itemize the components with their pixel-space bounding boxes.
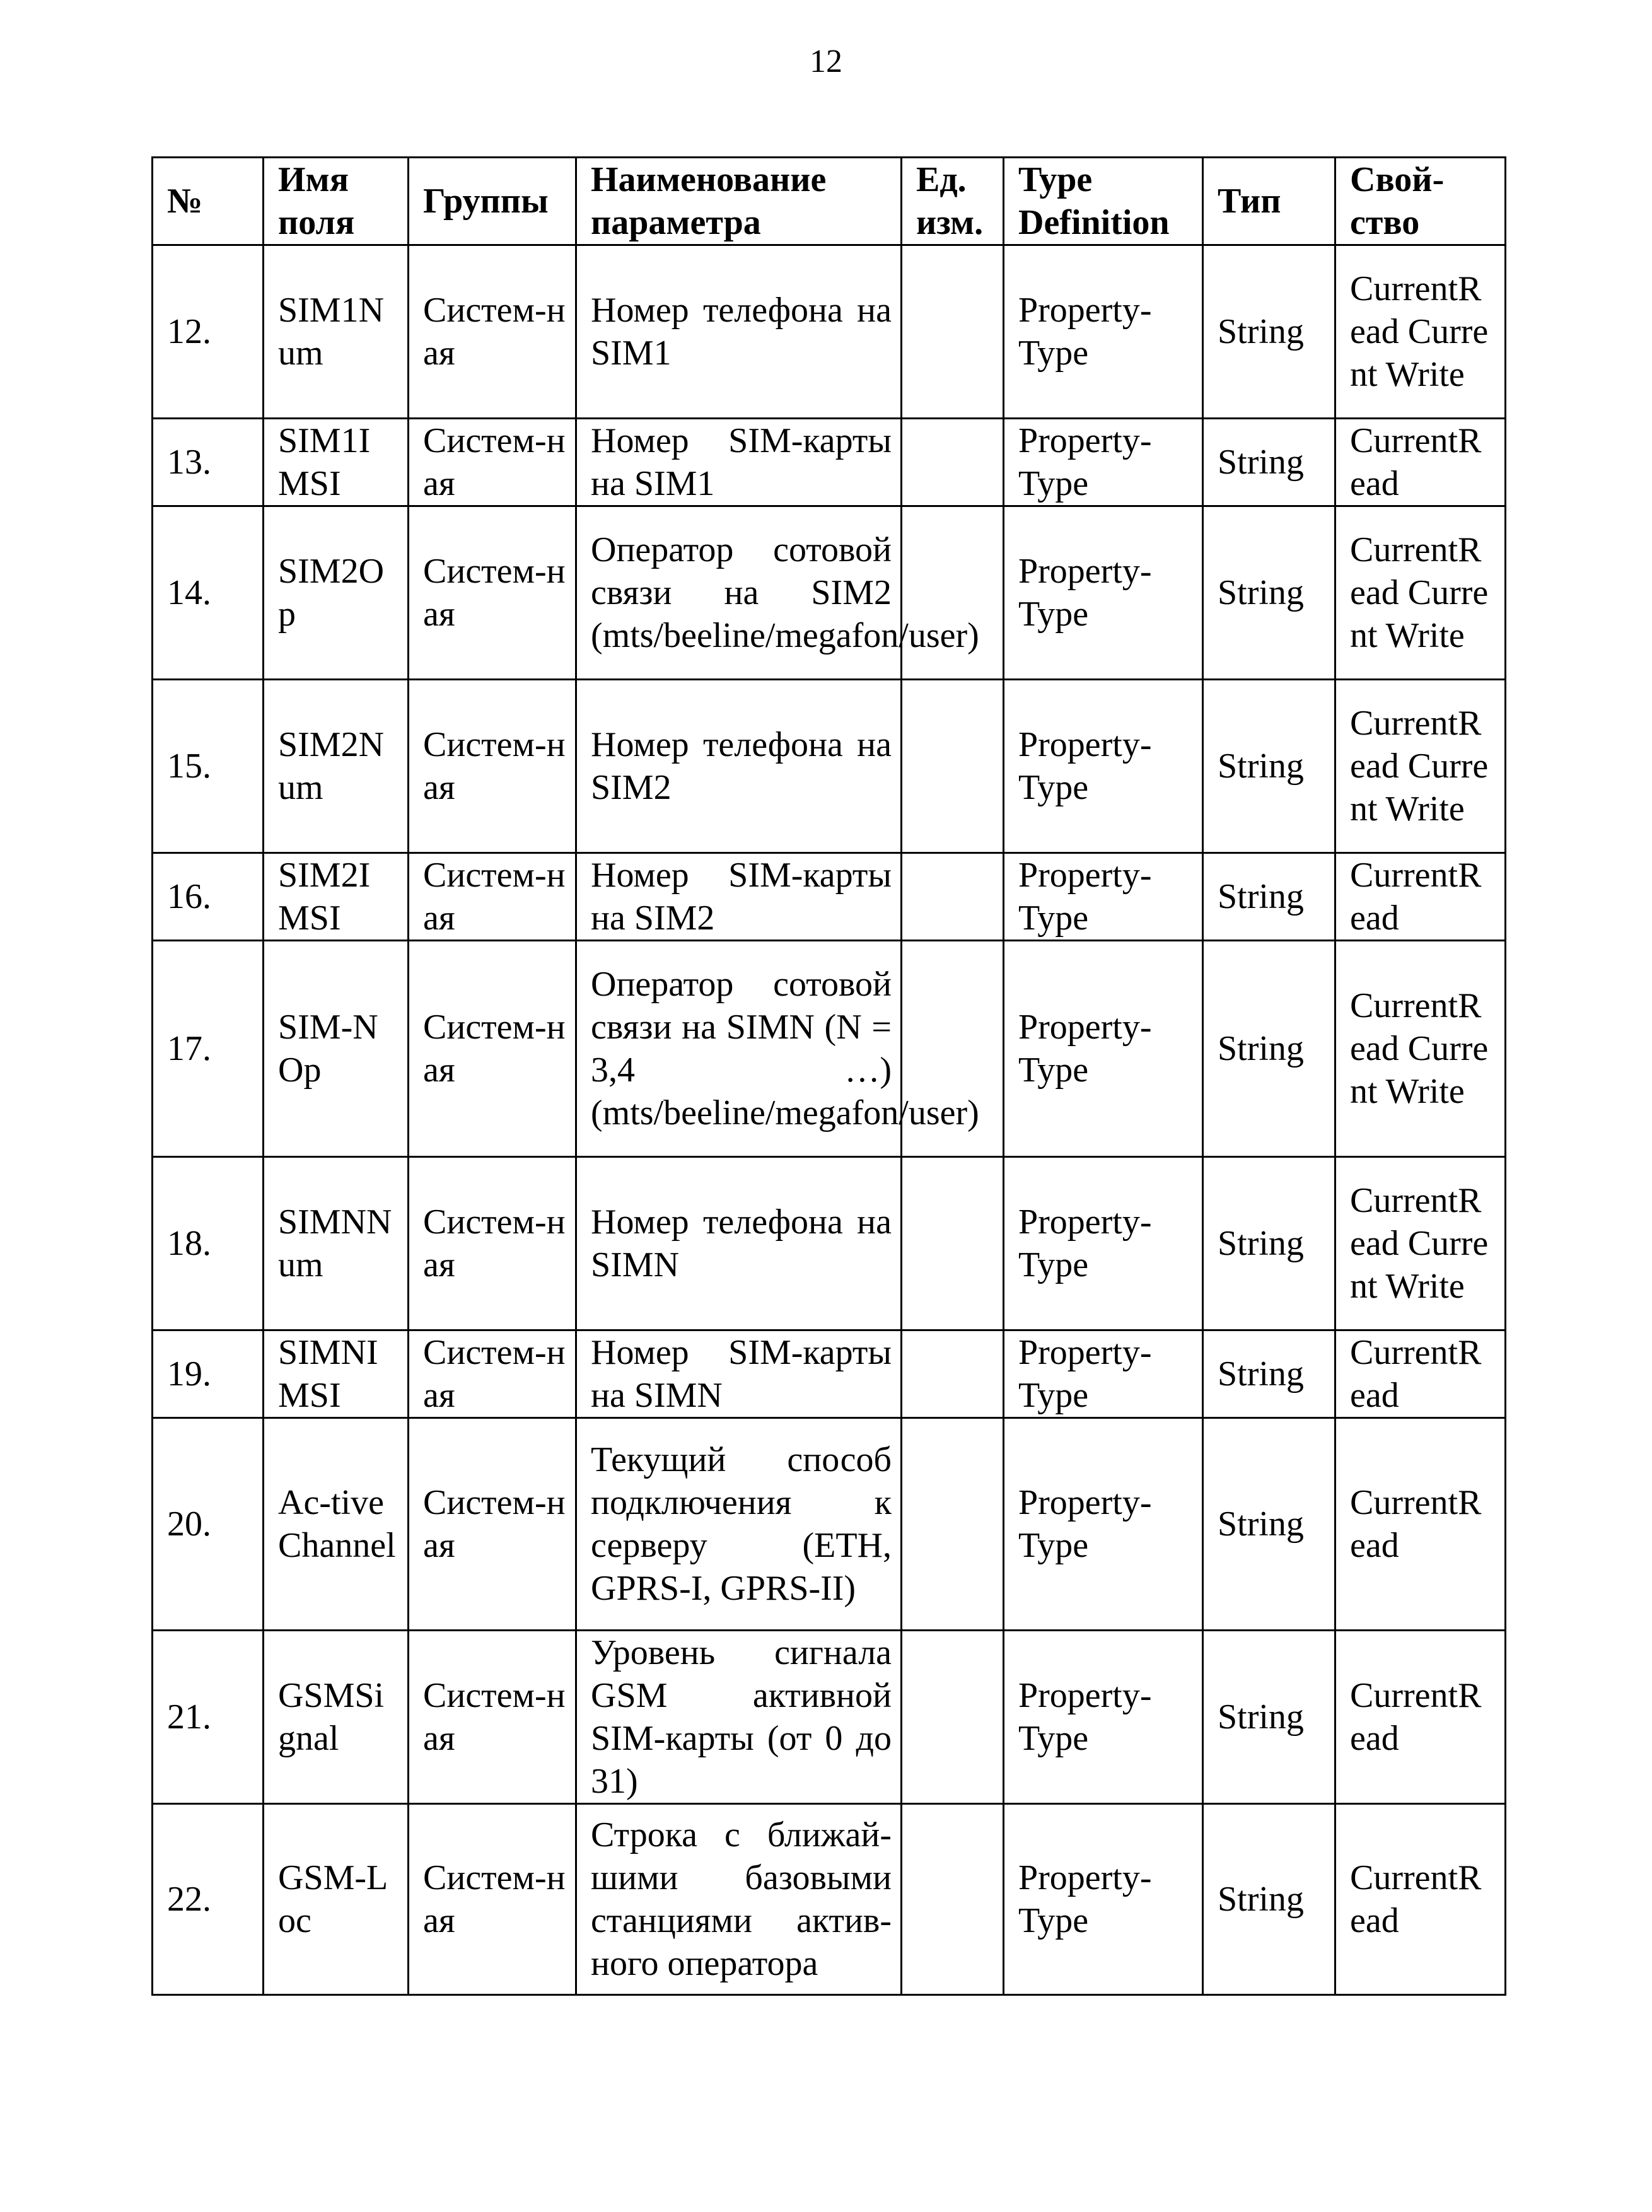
cell-number: 21. (153, 1631, 264, 1804)
cell-type: String (1203, 1418, 1335, 1631)
cell-group: Систем-ная (409, 680, 576, 853)
cell-unit (902, 1418, 1004, 1631)
cell-type-definition: Property-Type (1004, 1804, 1203, 1995)
cell-type-definition: Property-Type (1004, 419, 1203, 506)
cell-number: 18. (153, 1157, 264, 1330)
cell-param-name: Уровень сигнала GSM активной SIM-карты (от 0 до 31) (576, 1631, 902, 1804)
table-row (153, 1804, 1506, 1995)
cell-group: Систем-ная (409, 245, 576, 419)
cell-property: CurrentRead Current Write (1335, 680, 1506, 853)
cell-param-name: Номер телефона на SIM1 (576, 245, 902, 419)
cell-property: CurrentRead Current Write (1335, 506, 1506, 680)
cell-field-name: GSM-Loc (264, 1804, 409, 1995)
cell-unit (902, 1157, 1004, 1330)
cell-number: 14. (153, 506, 264, 680)
cell-type-definition: Property-Type (1004, 506, 1203, 680)
cell-number: 22. (153, 1804, 264, 1995)
cell-type: String (1203, 1804, 1335, 1995)
cell-number: 15. (153, 680, 264, 853)
cell-field-name: SIMNIMSI (264, 1330, 409, 1418)
cell-group: Систем-ная (409, 506, 576, 680)
cell-group: Систем-ная (409, 1804, 576, 1995)
cell-param-name: Номер SIM-карты на SIMN (576, 1330, 902, 1418)
cell-number: 12. (153, 245, 264, 419)
table-row (153, 506, 1506, 680)
cell-type-definition: Property-Type (1004, 1157, 1203, 1330)
header-property: Свой-ство (1335, 158, 1506, 245)
cell-group: Систем-ная (409, 1330, 576, 1418)
parameters-table (151, 156, 1506, 1996)
cell-field-name: SIMNNum (264, 1157, 409, 1330)
table-row (153, 1631, 1506, 1804)
cell-param-name: Номер SIM-карты на SIM2 (576, 853, 902, 941)
header-number: № (153, 158, 264, 245)
cell-number: 19. (153, 1330, 264, 1418)
cell-property: CurrentRead (1335, 419, 1506, 506)
cell-type-definition: Property-Type (1004, 853, 1203, 941)
cell-property: CurrentRead Current Write (1335, 245, 1506, 419)
cell-type: String (1203, 1330, 1335, 1418)
header-groups: Группы (409, 158, 576, 245)
table-row (153, 941, 1506, 1157)
cell-type: String (1203, 1631, 1335, 1804)
cell-field-name: Ac-tiveChannel (264, 1418, 409, 1631)
cell-type-definition: Property-Type (1004, 680, 1203, 853)
cell-type-definition: Property-Type (1004, 1330, 1203, 1418)
cell-unit (902, 245, 1004, 419)
table-row (153, 419, 1506, 506)
cell-type: String (1203, 245, 1335, 419)
header-param-name: Наименование параметра (576, 158, 902, 245)
cell-param-name: Номер SIM-карты на SIM1 (576, 419, 902, 506)
cell-property: CurrentRead (1335, 1631, 1506, 1804)
cell-property: CurrentRead (1335, 1330, 1506, 1418)
cell-type-definition: Property-Type (1004, 1418, 1203, 1631)
table-row (153, 853, 1506, 941)
cell-field-name: SIM1IMSI (264, 419, 409, 506)
header-type: Тип (1203, 158, 1335, 245)
cell-unit (902, 1804, 1004, 1995)
cell-field-name: SIM-NOp (264, 941, 409, 1157)
header-unit: Ед. изм. (902, 158, 1004, 245)
cell-type-definition: Property-Type (1004, 245, 1203, 419)
table-row (153, 680, 1506, 853)
cell-param-name: Текущий способ подключения к серверу (ETH, GPRS-I, GPRS-II) (576, 1418, 902, 1631)
table-row (153, 245, 1506, 419)
cell-group: Систем-ная (409, 853, 576, 941)
cell-param-name: Номер телефона на SIM2 (576, 680, 902, 853)
cell-group: Систем-ная (409, 941, 576, 1157)
cell-param-name: Строка с ближай-шими базовыми станциями актив-ного оператора (576, 1804, 902, 1995)
cell-type: String (1203, 853, 1335, 941)
cell-type: String (1203, 680, 1335, 853)
cell-field-name: SIM1Num (264, 245, 409, 419)
cell-property: CurrentRead (1335, 853, 1506, 941)
cell-param-name: Номер телефона на SIMN (576, 1157, 902, 1330)
cell-number: 16. (153, 853, 264, 941)
cell-type: String (1203, 941, 1335, 1157)
table-header-row (153, 158, 1506, 245)
cell-type-definition: Property-Type (1004, 941, 1203, 1157)
cell-type: String (1203, 1157, 1335, 1330)
cell-unit (902, 419, 1004, 506)
cell-group: Систем-ная (409, 1631, 576, 1804)
cell-unit (902, 853, 1004, 941)
cell-number: 17. (153, 941, 264, 1157)
header-field-name: Имя поля (264, 158, 409, 245)
cell-property: CurrentRead Current Write (1335, 941, 1506, 1157)
table-row (153, 1418, 1506, 1631)
cell-field-name: SIM2IMSI (264, 853, 409, 941)
cell-param-name: Оператор сотовой связи на SIMN (N = 3,4 …) (mts/beeline/megafon/user) (576, 941, 902, 1157)
cell-group: Систем-ная (409, 1418, 576, 1631)
page-number: 12 (810, 44, 842, 79)
cell-unit (902, 1330, 1004, 1418)
header-type-definition: Type Definition (1004, 158, 1203, 245)
cell-unit (902, 1631, 1004, 1804)
cell-param-name: Оператор сотовой связи на SIM2 (mts/beeline/megafon/user) (576, 506, 902, 680)
cell-property: CurrentRead Current Write (1335, 1157, 1506, 1330)
cell-field-name: SIM2Num (264, 680, 409, 853)
cell-type-definition: Property-Type (1004, 1631, 1203, 1804)
cell-type: String (1203, 419, 1335, 506)
cell-number: 20. (153, 1418, 264, 1631)
cell-property: CurrentRead (1335, 1418, 1506, 1631)
cell-group: Систем-ная (409, 1157, 576, 1330)
cell-type: String (1203, 506, 1335, 680)
table-row (153, 1330, 1506, 1418)
cell-unit (902, 680, 1004, 853)
cell-field-name: SIM2Op (264, 506, 409, 680)
table-row (153, 1157, 1506, 1330)
cell-field-name: GSMSignal (264, 1631, 409, 1804)
cell-property: CurrentRead (1335, 1804, 1506, 1995)
cell-group: Систем-ная (409, 419, 576, 506)
cell-number: 13. (153, 419, 264, 506)
